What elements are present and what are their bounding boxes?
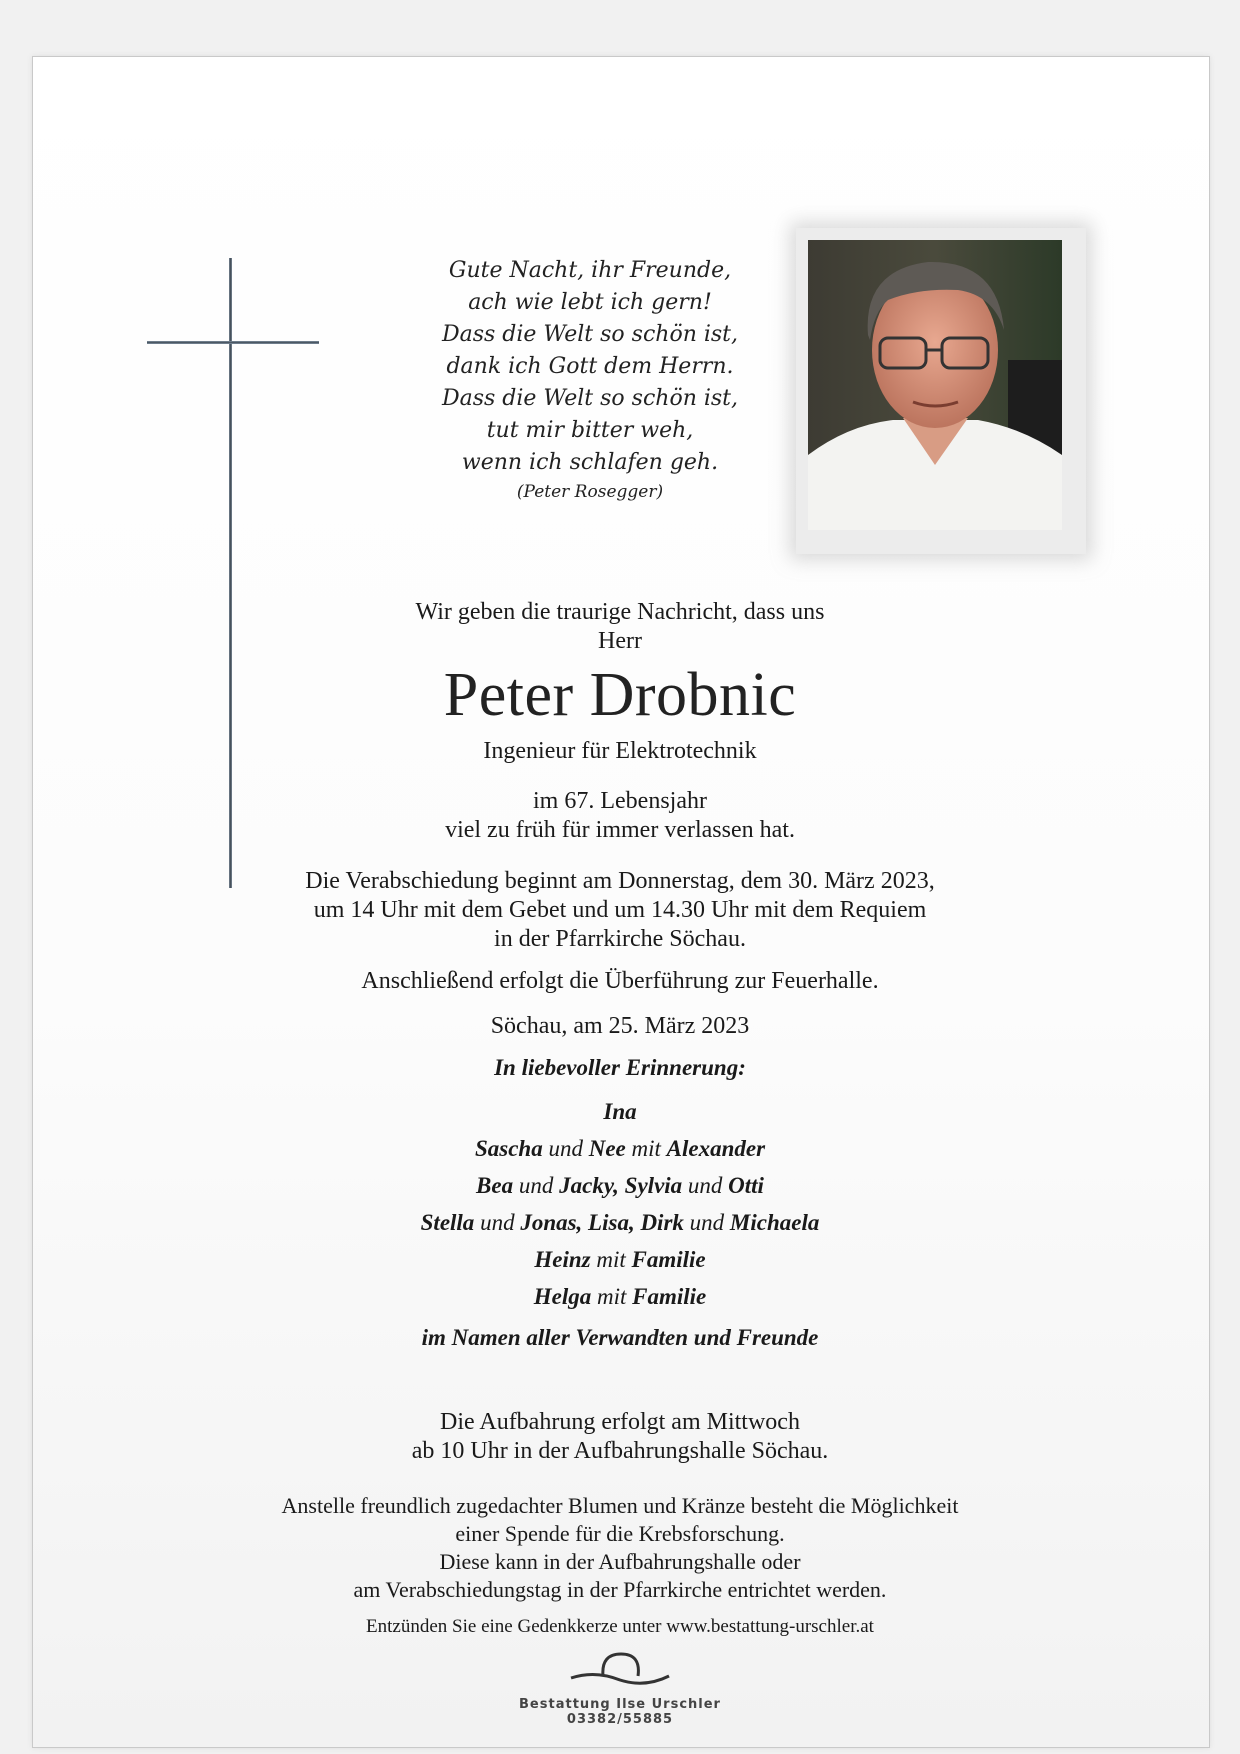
cross-icon-bar (147, 341, 319, 344)
family-connector: und (542, 1136, 589, 1161)
donation-line: einer Spende für die Krebsforschung. (455, 1521, 785, 1546)
family-list (0, 1093, 1240, 1315)
place-date: Söchau, am 25. März 2023 (490, 1013, 750, 1039)
poem-line: Gute Nacht, ihr Freunde, (448, 258, 732, 283)
family-member-name: Ina (603, 1099, 637, 1124)
family-member-name: Jacky, Sylvia (559, 1173, 683, 1198)
viewing-line: Die Aufbahrung erfolgt am Mittwoch (440, 1409, 800, 1435)
farewell-line: um 14 Uhr mit dem Gebet und um 14.30 Uhr mit dem Requiem (313, 897, 927, 923)
family-connector: mit (591, 1284, 633, 1309)
family-connector: und (513, 1173, 560, 1198)
family-line (0, 1130, 1240, 1167)
farewell-line: Die Verabschiedung beginnt am Donnerstag, dem 30. März 2023, (305, 868, 935, 894)
all-relatives: im Namen aller Verwandten und Freunde (421, 1325, 819, 1350)
family-connector: und (474, 1210, 521, 1235)
funeral-home-phone: 03382/55885 (566, 1712, 674, 1727)
candle-link[interactable]: Entzünden Sie eine Gedenkkerze unter www.bestattung-urschler.at (366, 1616, 874, 1637)
funeral-home-name: Bestattung Ilse Urschler (519, 1697, 721, 1712)
poem-line: Dass die Welt so schön ist, (441, 322, 739, 347)
funeral-home-emblem-icon (565, 1648, 675, 1692)
viewing-line: ab 10 Uhr in der Aufbahrungshalle Söchau. (411, 1438, 829, 1464)
family-member-name: Familie (632, 1284, 707, 1309)
family-connector: und (682, 1173, 729, 1198)
family-member-name: Heinz (534, 1247, 591, 1272)
funeral-home-logo (519, 1648, 721, 1727)
poem-author: (Peter Rosegger) (516, 482, 664, 502)
family-member-name: Nee (588, 1136, 626, 1161)
family-connector: mit (625, 1136, 667, 1161)
intro-line: Herr (598, 628, 642, 654)
donation-line: Diese kann in der Aufbahrungshalle oder (439, 1549, 801, 1574)
poem (380, 255, 800, 505)
intro (0, 598, 1240, 656)
donation-text (0, 1492, 1240, 1604)
family-member-name: Familie (631, 1247, 706, 1272)
deceased-title: Ingenieur für Elektrotechnik (483, 738, 757, 764)
intro-line: Wir geben die traurige Nachricht, dass uns (415, 599, 825, 625)
family-line (0, 1204, 1240, 1241)
memory-heading: In liebevoller Erinnerung: (494, 1055, 746, 1080)
family-member-name: Helga (533, 1284, 592, 1309)
family-line (0, 1241, 1240, 1278)
family-line (0, 1278, 1240, 1315)
portrait-photo (808, 240, 1062, 530)
family-connector: mit (590, 1247, 632, 1272)
portrait-frame (796, 228, 1086, 554)
family-member-name: Stella (420, 1210, 475, 1235)
age-text (0, 787, 1240, 845)
family-member-name: Otti (728, 1173, 764, 1198)
deceased-name: Peter Drobnic (443, 661, 797, 729)
transfer-text: Anschließend erfolgt die Überführung zur Feuerhalle. (361, 968, 879, 994)
family-member-name: Jonas, Lisa, Dirk (520, 1210, 684, 1235)
family-member-name: Michaela (729, 1210, 820, 1235)
poem-line: ach wie lebt ich gern! (468, 290, 712, 315)
age-line: im 67. Lebensjahr (533, 788, 707, 814)
age-line: viel zu früh für immer verlassen hat. (445, 817, 795, 843)
poem-line: dank ich Gott dem Herrn. (446, 354, 734, 379)
family-member-name: Sascha (474, 1136, 543, 1161)
family-line (0, 1093, 1240, 1130)
donation-line: Anstelle freundlich zugedachter Blumen und Kränze besteht die Möglichkeit (281, 1493, 959, 1518)
donation-line: am Verabschiedungstag in der Pfarrkirche entrichtet werden. (353, 1577, 887, 1602)
viewing-text (0, 1408, 1240, 1466)
farewell-text (0, 867, 1240, 954)
family-line (0, 1167, 1240, 1204)
poem-line: Dass die Welt so schön ist, (441, 386, 739, 411)
family-member-name: Bea (476, 1173, 514, 1198)
poem-line: tut mir bitter weh, (486, 418, 694, 443)
family-member-name: Alexander (666, 1136, 766, 1161)
farewell-line: in der Pfarrkirche Söchau. (494, 926, 746, 952)
poem-line: wenn ich schlafen geh. (461, 450, 719, 475)
family-connector: und (683, 1210, 730, 1235)
